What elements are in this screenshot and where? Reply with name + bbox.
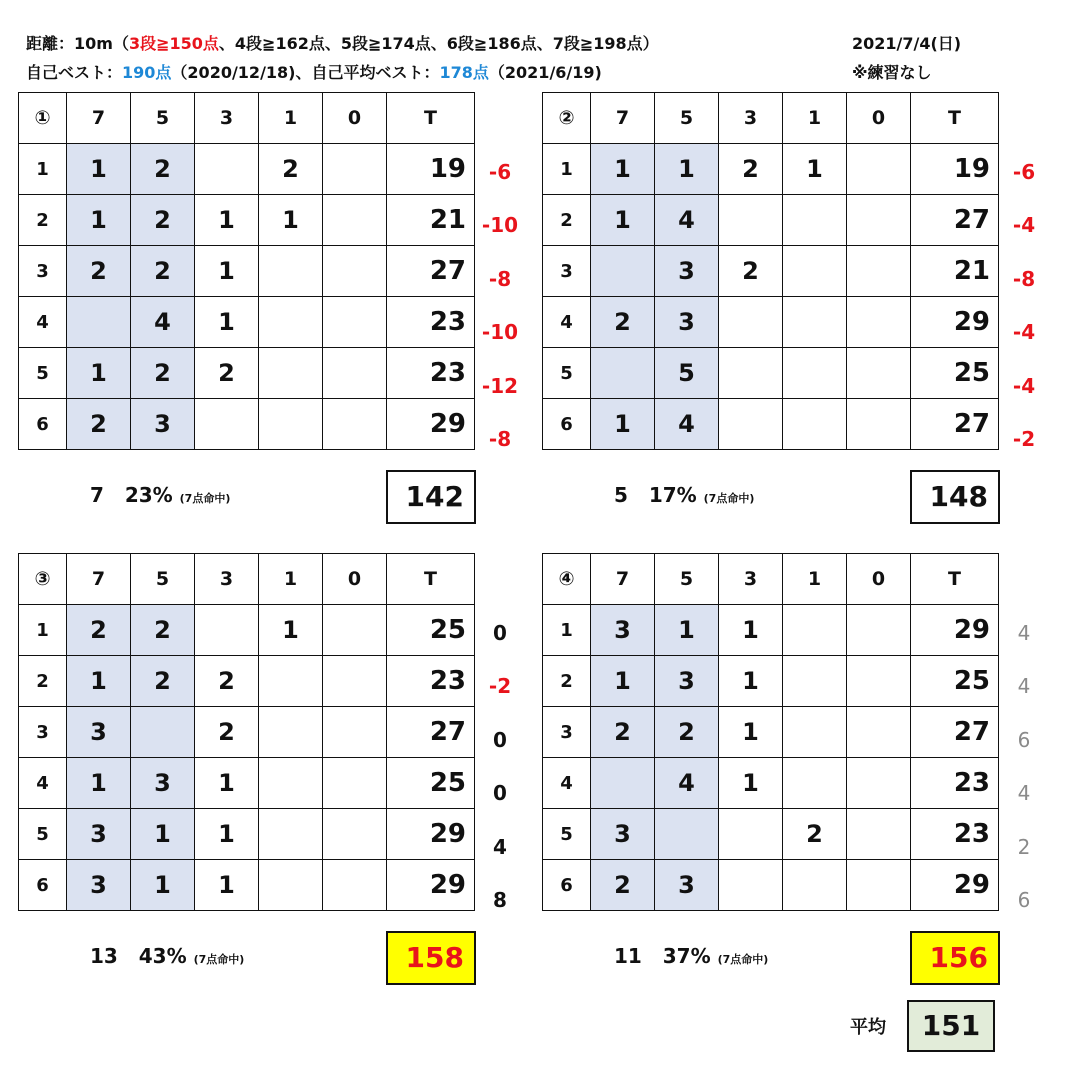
count-cell-1 bbox=[259, 348, 323, 399]
session-sheet bbox=[18, 92, 475, 450]
count-cell-0 bbox=[847, 656, 911, 707]
count-cell-3: 2 bbox=[719, 246, 783, 297]
count-cell-0 bbox=[847, 860, 911, 911]
end-total: 23 bbox=[387, 656, 475, 707]
score-diff: 0 bbox=[493, 620, 507, 645]
end-number: 4 bbox=[19, 297, 67, 348]
table-row bbox=[19, 297, 475, 348]
count-cell-3 bbox=[719, 348, 783, 399]
end-total: 25 bbox=[911, 656, 999, 707]
count-cell-5: 2 bbox=[131, 656, 195, 707]
count-cell-5: 4 bbox=[655, 195, 719, 246]
end-total: 21 bbox=[387, 195, 475, 246]
count-cell-0 bbox=[847, 348, 911, 399]
count-cell-3: 1 bbox=[195, 297, 259, 348]
count-cell-5: 2 bbox=[655, 707, 719, 758]
column-header: 1 bbox=[259, 554, 323, 605]
end-number: 1 bbox=[19, 144, 67, 195]
count-cell-1 bbox=[783, 399, 847, 450]
count-cell-5: 1 bbox=[655, 144, 719, 195]
column-header: 0 bbox=[323, 554, 387, 605]
table-row bbox=[543, 605, 999, 656]
score-diff: 4 bbox=[1017, 620, 1031, 645]
count-cell-5: 1 bbox=[655, 605, 719, 656]
end-total: 19 bbox=[387, 144, 475, 195]
count-cell-5: 2 bbox=[131, 195, 195, 246]
count-cell-7: 1 bbox=[67, 348, 131, 399]
count-cell-7: 2 bbox=[591, 860, 655, 911]
count-cell-7: 3 bbox=[67, 707, 131, 758]
count-cell-0 bbox=[847, 758, 911, 809]
count-cell-0 bbox=[847, 144, 911, 195]
end-total: 29 bbox=[387, 399, 475, 450]
table-row bbox=[19, 860, 475, 911]
count-cell-1 bbox=[259, 399, 323, 450]
count-cell-0 bbox=[323, 348, 387, 399]
count-cell-0 bbox=[847, 246, 911, 297]
score-table bbox=[18, 92, 475, 450]
end-number: 1 bbox=[543, 605, 591, 656]
end-number: 5 bbox=[19, 809, 67, 860]
column-header: 1 bbox=[783, 93, 847, 144]
end-number: 3 bbox=[19, 707, 67, 758]
table-row bbox=[543, 399, 999, 450]
count-cell-1 bbox=[259, 246, 323, 297]
count-cell-3 bbox=[719, 809, 783, 860]
column-header: 5 bbox=[131, 93, 195, 144]
average-score: 151 bbox=[907, 1000, 995, 1052]
count-cell-0 bbox=[323, 758, 387, 809]
count-cell-5 bbox=[131, 707, 195, 758]
count-cell-1: 1 bbox=[259, 605, 323, 656]
table-row bbox=[19, 707, 475, 758]
end-number: 6 bbox=[19, 860, 67, 911]
count-cell-3 bbox=[719, 860, 783, 911]
table-row bbox=[543, 809, 999, 860]
score-diff: 2 bbox=[1017, 834, 1031, 859]
score-diff: 0 bbox=[493, 781, 507, 805]
date: 2021/7/4(日) bbox=[852, 34, 962, 53]
count-cell-3: 1 bbox=[195, 195, 259, 246]
count-cell-5: 1 bbox=[131, 860, 195, 911]
end-total: 23 bbox=[911, 809, 999, 860]
session-label: ④ bbox=[543, 554, 591, 605]
average-best-date: （2021/6/19) bbox=[488, 63, 602, 82]
end-total: 25 bbox=[911, 348, 999, 399]
column-header: 7 bbox=[591, 93, 655, 144]
table-row bbox=[19, 399, 475, 450]
count-cell-3: 1 bbox=[719, 707, 783, 758]
count-cell-3: 2 bbox=[195, 348, 259, 399]
count-cell-5: 2 bbox=[131, 605, 195, 656]
end-number: 5 bbox=[19, 348, 67, 399]
grade-threshold-highlight: 3段≧150点 bbox=[128, 34, 219, 53]
count-cell-1 bbox=[259, 707, 323, 758]
session-total: 156 bbox=[910, 931, 1000, 985]
count-cell-3 bbox=[195, 399, 259, 450]
count-cell-5: 2 bbox=[131, 348, 195, 399]
count-cell-0 bbox=[847, 297, 911, 348]
hit-summary bbox=[90, 483, 230, 507]
score-diff: -2 bbox=[488, 674, 512, 698]
count-cell-1 bbox=[783, 860, 847, 911]
score-diff: 6 bbox=[1017, 727, 1031, 752]
count-cell-7: 2 bbox=[67, 399, 131, 450]
grade-thresholds: 、4段≧162点、5段≧174点、6段≧186点、7段≧198点） bbox=[218, 34, 659, 53]
count-cell-7: 1 bbox=[591, 656, 655, 707]
count-cell-7: 1 bbox=[591, 144, 655, 195]
count-cell-1 bbox=[259, 656, 323, 707]
count-cell-0 bbox=[323, 195, 387, 246]
score-diff: 0 bbox=[493, 727, 507, 752]
count-cell-7: 1 bbox=[591, 399, 655, 450]
score-diff: -10 bbox=[481, 320, 519, 344]
count-cell-3: 1 bbox=[719, 605, 783, 656]
score-diff: 4 bbox=[1017, 674, 1031, 698]
column-header: 0 bbox=[323, 93, 387, 144]
session-total: 148 bbox=[910, 470, 1000, 524]
count-cell-1: 2 bbox=[259, 144, 323, 195]
column-header: 3 bbox=[719, 93, 783, 144]
count-cell-7: 1 bbox=[67, 758, 131, 809]
distance-prefix: 距離：10m（ bbox=[26, 34, 129, 53]
end-number: 4 bbox=[543, 758, 591, 809]
end-number: 2 bbox=[543, 656, 591, 707]
count-cell-3: 1 bbox=[719, 758, 783, 809]
count-cell-5: 2 bbox=[131, 144, 195, 195]
session-label: ③ bbox=[19, 554, 67, 605]
column-header: 7 bbox=[591, 554, 655, 605]
count-cell-1 bbox=[783, 605, 847, 656]
count-cell-3: 2 bbox=[195, 707, 259, 758]
count-cell-1 bbox=[783, 246, 847, 297]
hit-note: (7点命中) bbox=[703, 491, 755, 505]
column-header: T bbox=[911, 93, 999, 144]
count-cell-0 bbox=[323, 809, 387, 860]
count-cell-0 bbox=[323, 605, 387, 656]
hit-note: (7点命中) bbox=[717, 952, 769, 966]
count-cell-0 bbox=[323, 399, 387, 450]
column-header: 3 bbox=[195, 554, 259, 605]
count-cell-7 bbox=[591, 348, 655, 399]
hit-note: (7点命中) bbox=[179, 491, 231, 505]
score-diff: -4 bbox=[1012, 373, 1036, 398]
session-total: 158 bbox=[386, 931, 476, 985]
end-number: 3 bbox=[543, 707, 591, 758]
score-diff: -6 bbox=[1012, 159, 1036, 184]
hit-count: 13 bbox=[90, 943, 118, 968]
count-cell-3: 1 bbox=[195, 758, 259, 809]
count-cell-1: 2 bbox=[783, 809, 847, 860]
end-total: 23 bbox=[911, 758, 999, 809]
table-row bbox=[543, 195, 999, 246]
end-total: 19 bbox=[911, 144, 999, 195]
count-cell-5: 4 bbox=[131, 297, 195, 348]
practice-note: ※練習なし bbox=[852, 63, 932, 82]
count-cell-3: 1 bbox=[195, 860, 259, 911]
score-diff: -4 bbox=[1012, 320, 1036, 344]
score-diff: -6 bbox=[488, 159, 512, 184]
count-cell-7: 3 bbox=[67, 860, 131, 911]
count-cell-7 bbox=[67, 297, 131, 348]
column-header: T bbox=[387, 554, 475, 605]
count-cell-5: 4 bbox=[655, 758, 719, 809]
count-cell-0 bbox=[847, 809, 911, 860]
table-row bbox=[19, 809, 475, 860]
table-row bbox=[19, 195, 475, 246]
column-header: 5 bbox=[131, 554, 195, 605]
count-cell-0 bbox=[323, 860, 387, 911]
column-header: 3 bbox=[195, 93, 259, 144]
end-number: 6 bbox=[543, 399, 591, 450]
count-cell-1 bbox=[783, 348, 847, 399]
average-label: 平均 bbox=[850, 1017, 886, 1038]
hit-count: 11 bbox=[614, 943, 642, 968]
count-cell-3 bbox=[195, 144, 259, 195]
column-header: 7 bbox=[67, 93, 131, 144]
hit-count: 5 bbox=[614, 482, 628, 507]
distance-line bbox=[26, 31, 659, 54]
end-total: 23 bbox=[387, 297, 475, 348]
end-number: 4 bbox=[19, 758, 67, 809]
column-header: 3 bbox=[719, 554, 783, 605]
score-diff: -8 bbox=[488, 266, 512, 291]
score-diff: 4 bbox=[493, 834, 507, 859]
session-sheet bbox=[542, 553, 999, 911]
column-header: 5 bbox=[655, 93, 719, 144]
score-diff: 4 bbox=[1017, 781, 1031, 805]
end-total: 25 bbox=[387, 605, 475, 656]
count-cell-7: 2 bbox=[67, 246, 131, 297]
end-number: 2 bbox=[19, 195, 67, 246]
end-total: 27 bbox=[911, 399, 999, 450]
hit-percentage: 37% bbox=[662, 943, 711, 968]
end-number: 6 bbox=[543, 860, 591, 911]
column-header: 1 bbox=[259, 93, 323, 144]
average-best-score: 178点 bbox=[439, 63, 489, 82]
column-header: T bbox=[387, 93, 475, 144]
end-total: 27 bbox=[911, 195, 999, 246]
hit-summary bbox=[614, 944, 768, 968]
count-cell-5: 2 bbox=[131, 246, 195, 297]
count-cell-5: 4 bbox=[655, 399, 719, 450]
table-row bbox=[19, 144, 475, 195]
end-number: 6 bbox=[19, 399, 67, 450]
personal-best-score: 190点 bbox=[122, 63, 172, 82]
count-cell-7: 2 bbox=[591, 297, 655, 348]
count-cell-1 bbox=[259, 809, 323, 860]
column-header: 7 bbox=[67, 554, 131, 605]
count-cell-3: 2 bbox=[719, 144, 783, 195]
table-row bbox=[543, 144, 999, 195]
score-table bbox=[542, 553, 999, 911]
count-cell-5 bbox=[655, 809, 719, 860]
end-number: 4 bbox=[543, 297, 591, 348]
session-label: ② bbox=[543, 93, 591, 144]
table-row bbox=[543, 707, 999, 758]
count-cell-1 bbox=[783, 656, 847, 707]
count-cell-1 bbox=[783, 297, 847, 348]
table-row bbox=[19, 246, 475, 297]
session-total: 142 bbox=[386, 470, 476, 524]
hit-summary bbox=[614, 483, 754, 507]
count-cell-3: 1 bbox=[195, 809, 259, 860]
count-cell-1 bbox=[259, 860, 323, 911]
count-cell-0 bbox=[323, 297, 387, 348]
column-header: 0 bbox=[847, 554, 911, 605]
count-cell-1 bbox=[259, 758, 323, 809]
personal-best-label: 自己ベスト： bbox=[26, 63, 123, 82]
count-cell-5: 5 bbox=[655, 348, 719, 399]
score-diff: -8 bbox=[488, 427, 512, 451]
count-cell-5: 3 bbox=[655, 656, 719, 707]
count-cell-3 bbox=[719, 399, 783, 450]
personal-best-line bbox=[26, 60, 602, 83]
count-cell-7: 1 bbox=[591, 195, 655, 246]
count-cell-5: 1 bbox=[131, 809, 195, 860]
column-header: T bbox=[911, 554, 999, 605]
count-cell-7: 3 bbox=[591, 605, 655, 656]
end-number: 2 bbox=[543, 195, 591, 246]
count-cell-7 bbox=[591, 246, 655, 297]
table-row bbox=[19, 758, 475, 809]
hit-count: 7 bbox=[90, 482, 104, 507]
count-cell-7: 3 bbox=[67, 809, 131, 860]
end-total: 27 bbox=[911, 707, 999, 758]
score-diff: 8 bbox=[493, 888, 507, 912]
table-row bbox=[543, 656, 999, 707]
table-row bbox=[19, 605, 475, 656]
hit-percentage: 43% bbox=[138, 943, 187, 968]
score-diff: -10 bbox=[481, 213, 519, 237]
count-cell-0 bbox=[323, 707, 387, 758]
end-total: 29 bbox=[911, 297, 999, 348]
table-row bbox=[19, 656, 475, 707]
count-cell-0 bbox=[323, 656, 387, 707]
count-cell-0 bbox=[323, 246, 387, 297]
score-table bbox=[18, 553, 475, 911]
count-cell-7: 2 bbox=[67, 605, 131, 656]
score-table bbox=[542, 92, 999, 450]
table-row bbox=[19, 348, 475, 399]
column-header: 0 bbox=[847, 93, 911, 144]
hit-summary bbox=[90, 944, 244, 968]
end-total: 21 bbox=[911, 246, 999, 297]
count-cell-7: 1 bbox=[67, 195, 131, 246]
column-header: 5 bbox=[655, 554, 719, 605]
score-diff: -4 bbox=[1012, 213, 1036, 237]
end-total: 25 bbox=[387, 758, 475, 809]
end-number: 3 bbox=[543, 246, 591, 297]
count-cell-1 bbox=[783, 758, 847, 809]
count-cell-5: 3 bbox=[655, 860, 719, 911]
end-total: 23 bbox=[387, 348, 475, 399]
hit-note: (7点命中) bbox=[193, 952, 245, 966]
count-cell-7: 1 bbox=[67, 144, 131, 195]
end-number: 5 bbox=[543, 809, 591, 860]
count-cell-0 bbox=[323, 144, 387, 195]
end-number: 2 bbox=[19, 656, 67, 707]
end-total: 29 bbox=[387, 860, 475, 911]
hit-percentage: 23% bbox=[124, 482, 173, 507]
score-diff: -12 bbox=[481, 373, 519, 398]
count-cell-5: 3 bbox=[655, 246, 719, 297]
end-total: 29 bbox=[911, 605, 999, 656]
table-row bbox=[543, 297, 999, 348]
count-cell-1 bbox=[259, 297, 323, 348]
count-cell-7 bbox=[591, 758, 655, 809]
end-number: 1 bbox=[543, 144, 591, 195]
count-cell-5: 3 bbox=[655, 297, 719, 348]
session-label: ① bbox=[19, 93, 67, 144]
end-total: 27 bbox=[387, 707, 475, 758]
table-row bbox=[543, 348, 999, 399]
table-row bbox=[543, 860, 999, 911]
count-cell-1 bbox=[783, 707, 847, 758]
end-number: 1 bbox=[19, 605, 67, 656]
score-diff: 6 bbox=[1017, 888, 1031, 912]
count-cell-3: 1 bbox=[719, 656, 783, 707]
count-cell-3: 2 bbox=[195, 656, 259, 707]
count-cell-0 bbox=[847, 195, 911, 246]
end-total: 29 bbox=[387, 809, 475, 860]
score-diff: -2 bbox=[1012, 427, 1036, 451]
count-cell-1: 1 bbox=[783, 144, 847, 195]
count-cell-3: 1 bbox=[195, 246, 259, 297]
count-cell-7: 3 bbox=[591, 809, 655, 860]
column-header: 1 bbox=[783, 554, 847, 605]
session-sheet bbox=[542, 92, 999, 450]
count-cell-0 bbox=[847, 605, 911, 656]
session-sheet bbox=[18, 553, 475, 911]
count-cell-7: 1 bbox=[67, 656, 131, 707]
end-number: 5 bbox=[543, 348, 591, 399]
hit-percentage: 17% bbox=[648, 482, 697, 507]
count-cell-3 bbox=[719, 297, 783, 348]
table-row bbox=[543, 758, 999, 809]
count-cell-5: 3 bbox=[131, 758, 195, 809]
count-cell-0 bbox=[847, 399, 911, 450]
end-total: 29 bbox=[911, 860, 999, 911]
count-cell-1: 1 bbox=[259, 195, 323, 246]
count-cell-3 bbox=[195, 605, 259, 656]
count-cell-5: 3 bbox=[131, 399, 195, 450]
count-cell-7: 2 bbox=[591, 707, 655, 758]
end-number: 3 bbox=[19, 246, 67, 297]
count-cell-3 bbox=[719, 195, 783, 246]
table-row bbox=[543, 246, 999, 297]
count-cell-1 bbox=[783, 195, 847, 246]
end-total: 27 bbox=[387, 246, 475, 297]
count-cell-0 bbox=[847, 707, 911, 758]
personal-best-date-and-avg-label: （2020/12/18)、自己平均ベスト： bbox=[171, 63, 440, 82]
score-diff: -8 bbox=[1012, 266, 1036, 291]
